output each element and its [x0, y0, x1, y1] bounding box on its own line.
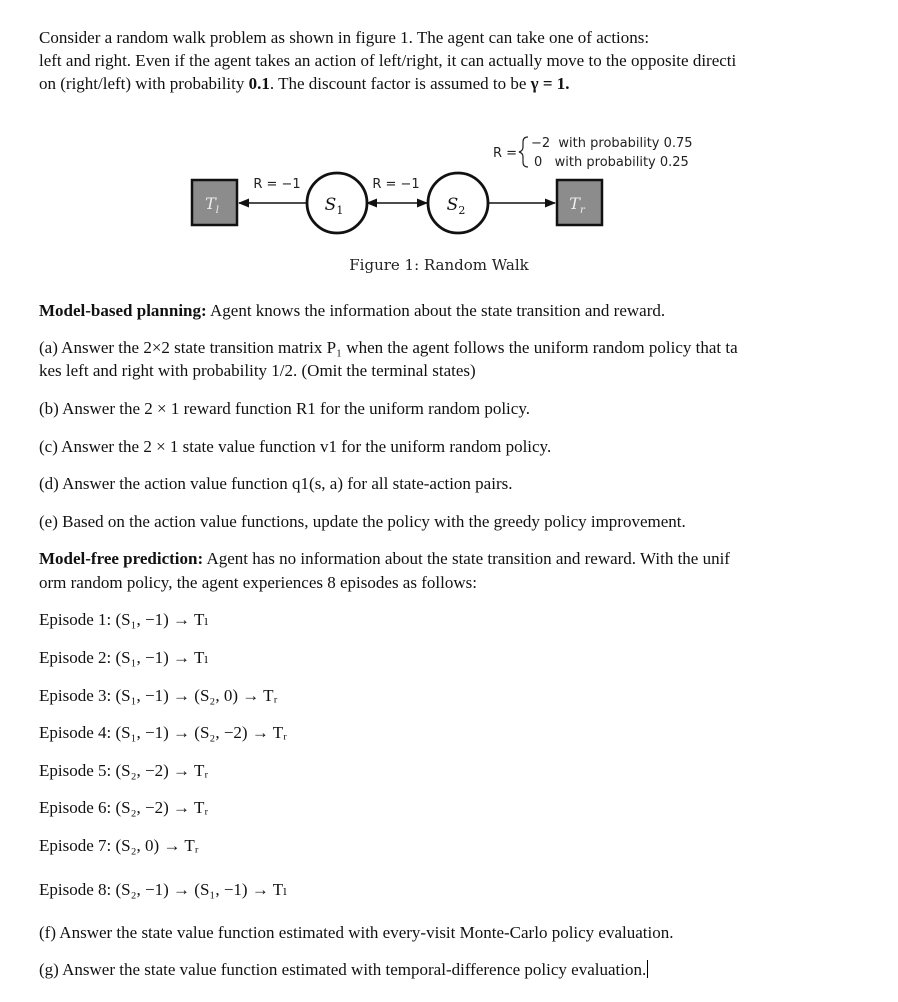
svg-text:0 with probability 0.25: 0 with probability 0.25: [534, 155, 689, 170]
svg-text:Tr: $T_r$: [569, 194, 585, 216]
model-free-line-1: Model-free prediction: Agent has no information about the state transition and reward. With the unif: [39, 549, 730, 568]
episode-6: Episode 6: (S₂, −2) → Tᵣ: [39, 798, 209, 817]
question-g: (g) Answer the state value function estimated with temporal-difference policy evaluation.: [39, 960, 647, 979]
episode-5: Episode 5: (S₂, −2) → Tᵣ: [39, 761, 209, 780]
intro-line-2: left and right. Even if the agent takes an action of left/right, it can actually move to the opposite directi: [39, 51, 737, 70]
left-terminal-state: [192, 180, 237, 225]
episode-7: Episode 7: (S₂, 0) → Tᵣ: [39, 836, 199, 855]
episode-8: Episode 8: (S₂, −1) → (S₁, −1) → Tₗ: [39, 880, 288, 899]
question-b: (b) Answer the 2 × 1 reward function R1 for the uniform random policy.: [39, 399, 530, 418]
question-a-line-2: kes left and right with probability 1/2. (Omit the terminal states): [39, 361, 476, 380]
svg-text:Tl: $T_l$: [205, 194, 219, 216]
question-d: (d) Answer the action value function q1(s, a) for all state-action pairs.: [39, 474, 513, 493]
episode-1: Episode 1: (S₁, −1) → Tₗ: [39, 610, 209, 629]
episode-4: Episode 4: (S₁, −1) → (S₂, −2) → Tᵣ: [39, 723, 288, 742]
state-s1: [307, 173, 367, 233]
intro-line-1: Consider a random walk problem as shown in figure 1. The agent can take one of actions:: [39, 28, 650, 47]
model-based-heading: Model-based planning:: [39, 301, 207, 320]
discount-factor: γ = 1.: [530, 74, 570, 93]
svg-text:S2: $S_2$: [446, 195, 466, 217]
random-walk-figure: [0, 120, 898, 250]
episode-3: Episode 3: (S₁, −1) → (S₂, 0) → Tᵣ: [39, 686, 278, 705]
model-free-heading: Model-free prediction:: [39, 549, 204, 568]
intro-line-3: on (right/left) with probability 0.1. The discount factor is assumed to be γ = 1.: [39, 74, 570, 93]
svg-text:S1: $S_1$: [324, 195, 344, 217]
model-based-heading-line: Model-based planning: Agent knows the information about the state transition and reward.: [39, 301, 666, 320]
question-e: (e) Based on the action value functions, update the policy with the greedy policy improvement.: [39, 512, 686, 531]
figure-caption: Figure 1: Random Walk: [349, 256, 529, 274]
svg-text:−2 with probability 0.75: −2 with probability 0.75: [531, 136, 693, 151]
question-a-line-1: (a) Answer the 2×2 state transition matrix P₁ when the agent follows the uniform random policy that ta: [39, 338, 738, 357]
probability-value: 0.1: [248, 74, 270, 93]
state-s2: [428, 173, 488, 233]
model-free-line-2: orm random policy, the agent experiences 8 episodes as follows:: [39, 573, 477, 592]
text-cursor: [647, 960, 648, 978]
question-c: (c) Answer the 2 × 1 state value function v1 for the uniform random policy.: [39, 437, 552, 456]
question-f: (f) Answer the state value function estimated with every-visit Monte-Carlo policy evaluation.: [39, 923, 674, 942]
svg-text:R =: R =: [493, 146, 518, 161]
reward-left-label: R = −1: [253, 177, 301, 192]
question-g-line[interactable]: [39, 958, 648, 981]
right-terminal-state: [557, 180, 602, 225]
reward-mid-label: R = −1: [372, 177, 420, 192]
episode-2: Episode 2: (S₁, −1) → Tₗ: [39, 648, 209, 667]
reward-right-cases: [493, 136, 693, 170]
